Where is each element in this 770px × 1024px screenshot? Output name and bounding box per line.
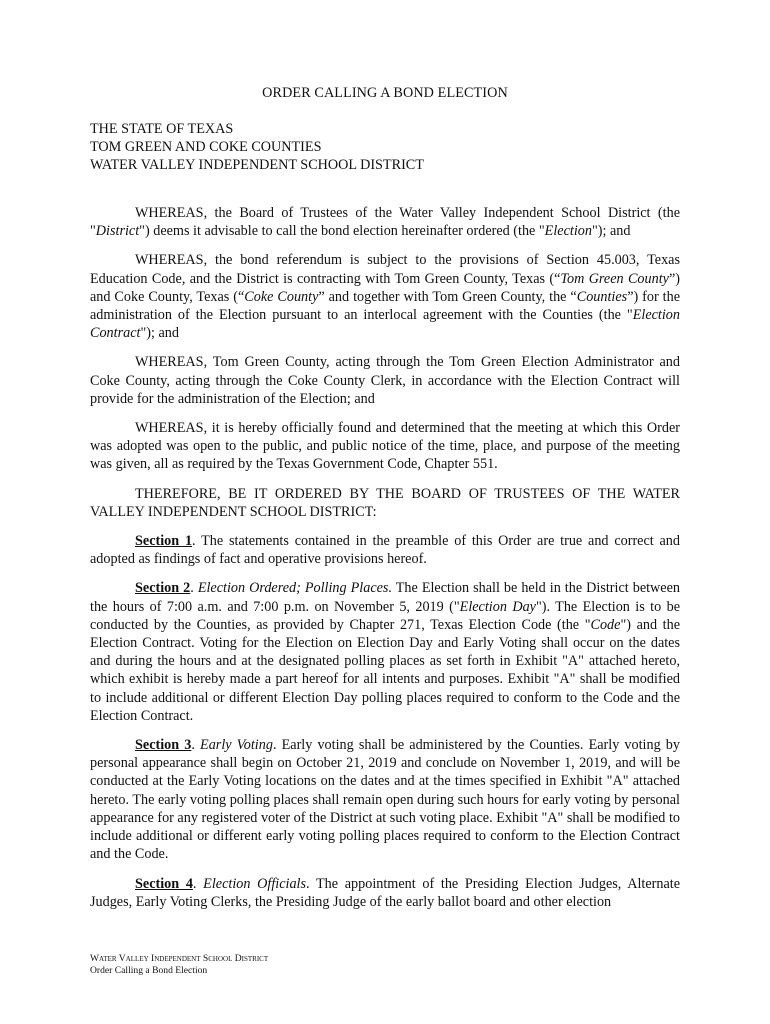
document-body bbox=[90, 204, 680, 922]
section-3-label: Section 3 bbox=[135, 737, 192, 754]
footer-document-name: Order Calling a Bond Election bbox=[90, 965, 208, 977]
section-1: Section 1. The statements contained in the preamble of this Order are true and correct and adopted as findings of fact and operative provisions hereof. bbox=[90, 533, 680, 568]
whereas-paragraph-1: WHEREAS, the Board of Trustees of the Water Valley Independent School District (the "District") deems it advisable to call the bond election hereinafter ordered (the "Election"); and bbox=[90, 205, 680, 240]
page-footer bbox=[90, 953, 268, 978]
section-4-caption: Election Officials bbox=[203, 875, 307, 892]
heading-line-district: WATER VALLEY INDEPENDENT SCHOOL DISTRICT bbox=[90, 157, 424, 174]
section-3: Section 3. Early Voting. Early voting shall be administered by the Counties. Early voting by personal appearance shall begin on October 21, 2019 and conclude on November 1, 2019, and will be conducted at the Early Voting locations on the dates and at the times specified in Exhibit "A" attached hereto. The early voting polling places shall remain open during such hours for early voting by personal appearance for any registered voter of the District at such voting place. Exhibit "A" shall be modified to include additional or different early voting polling places required to conform to the Election Contract and the Code. bbox=[90, 737, 680, 863]
footer-district: Water Valley Independent School District bbox=[90, 953, 269, 964]
document-heading bbox=[90, 120, 424, 175]
heading-line-state: THE STATE OF TEXAS bbox=[90, 121, 234, 137]
section-2-caption: Election Ordered; Polling Places. bbox=[197, 580, 392, 597]
section-2-label: Section 2 bbox=[135, 580, 191, 597]
section-3-caption: Early Voting bbox=[200, 737, 273, 754]
section-4-label: Section 4 bbox=[135, 875, 193, 892]
section-1-label: Section 1 bbox=[135, 533, 193, 550]
whereas-paragraph-4: WHEREAS, it is hereby officially found and determined that the meeting at which this Order was adopted was open to the public, and public notice of the time, place, and purpose of the meeting was given, all as required by the Texas Government Code, Chapter 551. bbox=[90, 420, 680, 473]
whereas-paragraph-3: WHEREAS, Tom Green County, acting through the Tom Green Election Administrator and Coke County, acting through the Coke County Clerk, in accordance with the Election Contract will provide for the administration of the Election; and bbox=[90, 354, 680, 407]
section-4: Section 4. Election Officials. The appointment of the Presiding Election Judges, Alternate Judges, Early Voting Clerks, the Presiding Judge of the early ballot board and other election bbox=[90, 875, 681, 910]
therefore-clause: THEREFORE, BE IT ORDERED BY THE BOARD OF TRUSTEES OF THE WATER VALLEY INDEPENDENT SCHOOL DISTRICT: bbox=[90, 485, 680, 520]
document-title: ORDER CALLING A BOND ELECTION bbox=[262, 85, 508, 101]
whereas-paragraph-2: WHEREAS, the bond referendum is subject to the provisions of Section 45.003, Texas Education Code, and the District is contracting with Tom Green County, Texas (“Tom Green County”) and Coke County, Texas (“Coke County” and together with Tom Green County, the “Counties”) for the administration of the Election pursuant to an interlocal agreement with the Counties (the "Election Contract"); and bbox=[90, 252, 680, 342]
section-2: Section 2. Election Ordered; Polling Places. The Election shall be held in the District between the hours of 7:00 a.m. and 7:00 p.m. on November 5, 2019 ("Election Day"). The Election is to be conducted by the Counties, as provided by Chapter 271, Texas Election Code (the "Code") and the Election Contract. Voting for the Election on Election Day and Early Voting shall occur on the dates and during the hours and at the designated polling places as set forth in Exhibit "A" attached hereto, which exhibit is hereby made a part hereof for all intents and purposes. Exhibit "A" shall be modified to include additional or different Election Day polling places required to conform to the Code and the Election Contract. bbox=[90, 580, 680, 724]
heading-line-counties: TOM GREEN AND COKE COUNTIES bbox=[90, 139, 322, 156]
